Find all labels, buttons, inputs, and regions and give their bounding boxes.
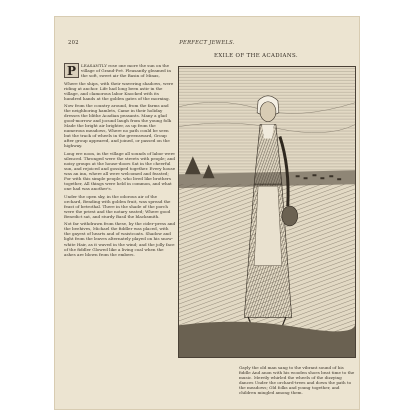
page-number: 202 bbox=[68, 40, 79, 46]
paragraph-5: Under the open sky, in the odorous air of the orchard, Bending with golden fruit, was spread the feast of betrothal. There in the shade of the porch were the priest and the notary seated; Where good Benedict sat, and sturdy Basil the blacksmith. bbox=[64, 193, 171, 219]
running-title: PERFECT JEWELS. bbox=[179, 40, 235, 46]
right-text-block bbox=[239, 365, 355, 395]
engraving-illustration bbox=[178, 66, 356, 358]
closing-paragraph: Gayly the old man sang to the vibrant sound of his fiddle And anon with his wooden shoes beat time to the music. Merrily whirled the wheels of the dizzying dances Under the orchard-trees and down the path to the meadows; Old folks and young together, and children mingled among them. bbox=[239, 365, 355, 396]
woman-in-field-engraving bbox=[179, 67, 355, 357]
drop-cap: P bbox=[64, 63, 79, 78]
kerchief bbox=[262, 125, 274, 139]
face bbox=[260, 102, 276, 122]
jug bbox=[282, 206, 298, 226]
paragraph-2: Where the ships, with their wavering shadows, were riding at anchor. Life had long been astir in the village, and clamorous labor Knocked with its hundred hands at the golden gates of the morning. bbox=[64, 80, 174, 101]
book-page bbox=[54, 16, 360, 410]
apron bbox=[254, 186, 282, 265]
article-title: EXILE OF THE ACADIANS. bbox=[214, 53, 298, 59]
paragraph-1: P LEASANTLY rose one more the sun on the village of Grand-Pré. Pleasantly gleamed in the soft, sweet air the Basin of Minas, bbox=[64, 63, 176, 78]
paragraph-6: Not far withdrawn from these, by the cider-press and the beehives, Michael the fiddler was placed, with the gayest of hearts and of waistcoats. Shadow and light from the leaves alternately played on his snow-white Hair, as it waved in the wind; and the jolly face of the fiddler Glowed like a living coal when the ashes are blown from the embers. bbox=[64, 221, 176, 257]
left-text-column bbox=[64, 63, 176, 259]
paragraph-4: Long ere noon, in the village all sounds of labor were silenced. Thronged were the streets with people; and noisy groups at the house-doors Sat in the cheerful sun, and rejoiced and gossiped together. Every house was an inn, where all were welcomed and feasted; For with this simple people, who lived like brothers together, All things were held in common, and what one had was another's. bbox=[64, 150, 176, 192]
paragraph-3: Now from the country around, from the farms and the neighboring hamlets, Came in their holiday dresses the blithe Acadian peasants. Many a glad good-morrow and jocund laugh from the young folk Made the bright air brighter, as up from the numerous meadows, Where no path could be seen but the track of wheels in the greensward, Group after group appeared, and joined, or passed on the highway. bbox=[64, 103, 172, 149]
page-header bbox=[60, 40, 354, 48]
